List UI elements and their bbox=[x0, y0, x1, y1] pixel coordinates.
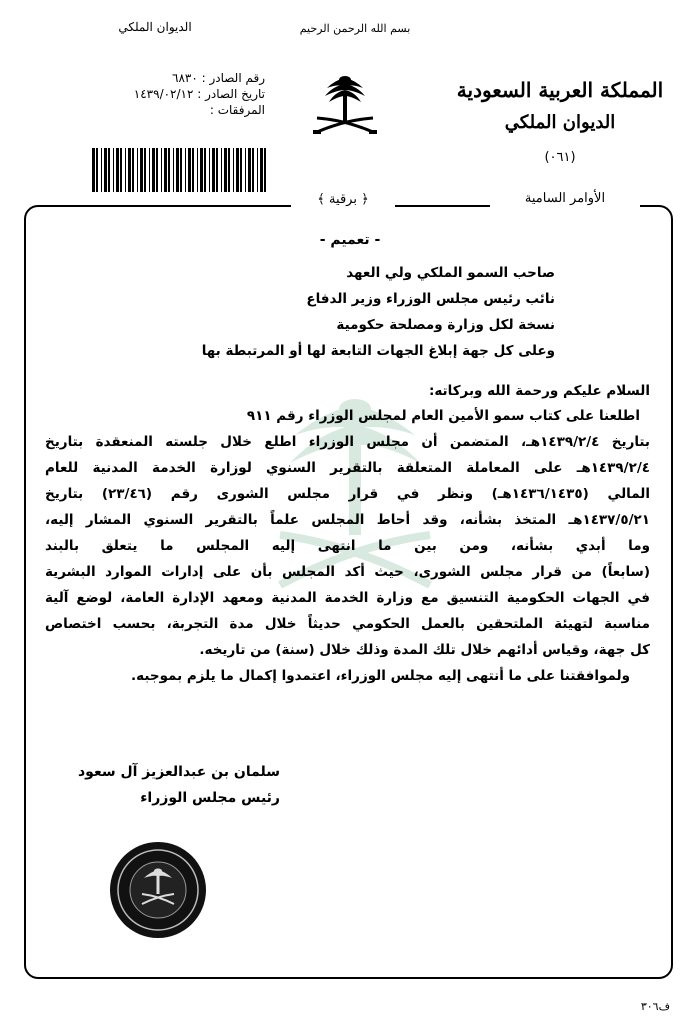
letter-title: - تعميم - bbox=[319, 232, 381, 248]
diwan-top-label: الديوان الملكي bbox=[118, 20, 192, 34]
saudi-emblem-icon bbox=[305, 70, 385, 150]
barcode-bar bbox=[257, 148, 258, 192]
issue-date-label: تاريخ الصادر bbox=[205, 87, 265, 101]
telegram-label-text: برقية bbox=[329, 192, 357, 207]
barcode-bar bbox=[161, 148, 162, 192]
body-line: (سابعاً) من قرار مجلس الشورى، حيث أكد المجلس بأن على إدارات الموارد البشرية bbox=[45, 564, 650, 580]
addressee-line: نائب رئيس مجلس الوزراء وزير الدفاع bbox=[306, 291, 555, 307]
issue-date-value: ١٤٣٩/٠٢/١٢ bbox=[133, 87, 194, 101]
barcode-bar bbox=[92, 148, 95, 192]
barcode-bar bbox=[144, 148, 146, 192]
kingdom-title: المملكة العربية السعودية bbox=[456, 78, 664, 102]
barcode-bar bbox=[120, 148, 122, 192]
barcode-bar bbox=[192, 148, 194, 192]
barcode-bar bbox=[260, 148, 263, 192]
barcode-bar bbox=[224, 148, 227, 192]
body-line: اطلعنا على كتاب سمو الأمين العام لمجلس الوزراء رقم ٩١١ bbox=[246, 408, 640, 424]
greeting: السلام عليكم ورحمة الله وبركاته: bbox=[428, 383, 650, 399]
body-line: كل جهة، وقياس أدائهم خلال تلك المدة وذلك خلال (سنة) من تاريخه. bbox=[199, 642, 650, 658]
barcode-bar bbox=[128, 148, 131, 192]
barcode-bar bbox=[200, 148, 203, 192]
body-line: في الجهات الحكومية التنسيق مع وزارة الخدمة المدنية ومعهد الإدارة العامة، لوضع آلية bbox=[45, 590, 650, 606]
barcode-bar bbox=[173, 148, 174, 192]
barcode-bar bbox=[176, 148, 179, 192]
barcode-bar bbox=[152, 148, 155, 192]
telegram-label: ﴿ برقية ﴾ bbox=[317, 192, 369, 207]
issue-meta bbox=[95, 70, 265, 118]
issue-number-value: ٦٨٣٠ bbox=[172, 71, 198, 85]
barcode-bar bbox=[236, 148, 239, 192]
barcode-bar bbox=[228, 148, 230, 192]
barcode-bar bbox=[221, 148, 222, 192]
attachments-row: المرفقات : bbox=[209, 103, 265, 117]
addressee-line: نسخة لكل وزارة ومصلحة حكومية bbox=[336, 317, 555, 333]
barcode-bar bbox=[104, 148, 107, 192]
barcode-bar bbox=[212, 148, 215, 192]
barcode-bar bbox=[180, 148, 182, 192]
barcode-bar bbox=[108, 148, 110, 192]
barcode-bar bbox=[245, 148, 246, 192]
bismillah: بسم الله الرحمن الرحيم bbox=[299, 22, 411, 35]
barcode-bar bbox=[137, 148, 138, 192]
attachments-label: المرفقات bbox=[217, 103, 265, 117]
barcode-bar bbox=[132, 148, 134, 192]
barcode-bar bbox=[216, 148, 218, 192]
barcode-bar bbox=[101, 148, 102, 192]
royal-seal-icon bbox=[108, 840, 208, 940]
barcode-bar bbox=[149, 148, 150, 192]
body-line: مناسبة لتهيئة الملتحقين بالعمل الحكومي حديثاً خلال مدة التجربة، بحسب اختصاص bbox=[45, 616, 650, 632]
barcode-bar bbox=[233, 148, 234, 192]
barcode-bar bbox=[188, 148, 191, 192]
barcode-bar bbox=[116, 148, 119, 192]
body-line: ١٤٣٧/٥/٢١هـ المتخذ بشأنه، وقد أحاط المجلس علماً بالتقرير السنوي المشار إليه، bbox=[45, 512, 650, 528]
barcode-bar bbox=[164, 148, 167, 192]
issue-date-row: تاريخ الصادر : ١٤٣٩/٠٢/١٢ bbox=[133, 87, 265, 101]
barcode-bar bbox=[156, 148, 158, 192]
diwan-title: الديوان الملكي bbox=[504, 112, 616, 133]
barcode-bar bbox=[125, 148, 126, 192]
royal-orders-label: الأوامر السامية bbox=[490, 186, 640, 212]
barcode-bar bbox=[209, 148, 210, 192]
body-line: المالي (١٤٣٦/١٤٣٥هـ) ونظر في قرار مجلس الشورى رقم (٢٣/٤٦) بتاريخ bbox=[45, 486, 650, 502]
barcode-bar bbox=[264, 148, 266, 192]
barcode-bar bbox=[96, 148, 98, 192]
barcode-bar bbox=[252, 148, 254, 192]
telegram-label-box bbox=[291, 186, 395, 214]
barcode-bar bbox=[197, 148, 198, 192]
body-line: ١٤٣٩/٢/٤هـ على المعاملة المتعلقة بالتقرير السنوي لوزارة الخدمة المدنية للعام bbox=[45, 460, 650, 476]
signature-title: رئيس مجلس الوزراء bbox=[140, 790, 280, 806]
page-code: ف٣٠٦ bbox=[640, 1000, 670, 1013]
issue-number-row: رقم الصادر : ٦٨٣٠ bbox=[172, 71, 265, 85]
addressee-line: صاحب السمو الملكي ولي العهد bbox=[346, 265, 555, 281]
barcode-bar bbox=[113, 148, 114, 192]
body-line: بتاريخ ١٤٣٩/٢/٤هـ، المتضمن أن مجلس الوزراء اطلع خلال جلسته المنعقدة بتاريخ bbox=[45, 434, 650, 450]
body-line: ولموافقتنا على ما أنتهى إليه مجلس الوزراء، اعتمدوا إكمال ما يلزم بموجبه. bbox=[131, 668, 630, 684]
barcode-bar bbox=[240, 148, 242, 192]
diwan-code: (٠٦١) bbox=[544, 150, 576, 165]
body-line: وما أبدي بشأنه، ومن بين ما انتهى إليه المجلس ما يتعلق بالبند bbox=[45, 538, 650, 554]
addressee-line: وعلى كل جهة إبلاغ الجهات التابعة لها أو المرتبطة بها bbox=[201, 343, 555, 359]
barcode-bar bbox=[185, 148, 186, 192]
barcode bbox=[92, 148, 267, 192]
signature-name: سلمان بن عبدالعزيز آل سعود bbox=[77, 764, 280, 780]
barcode-bar bbox=[204, 148, 206, 192]
barcode-bar bbox=[140, 148, 143, 192]
issue-number-label: رقم الصادر bbox=[209, 71, 265, 85]
barcode-bar bbox=[248, 148, 251, 192]
barcode-bar bbox=[168, 148, 170, 192]
